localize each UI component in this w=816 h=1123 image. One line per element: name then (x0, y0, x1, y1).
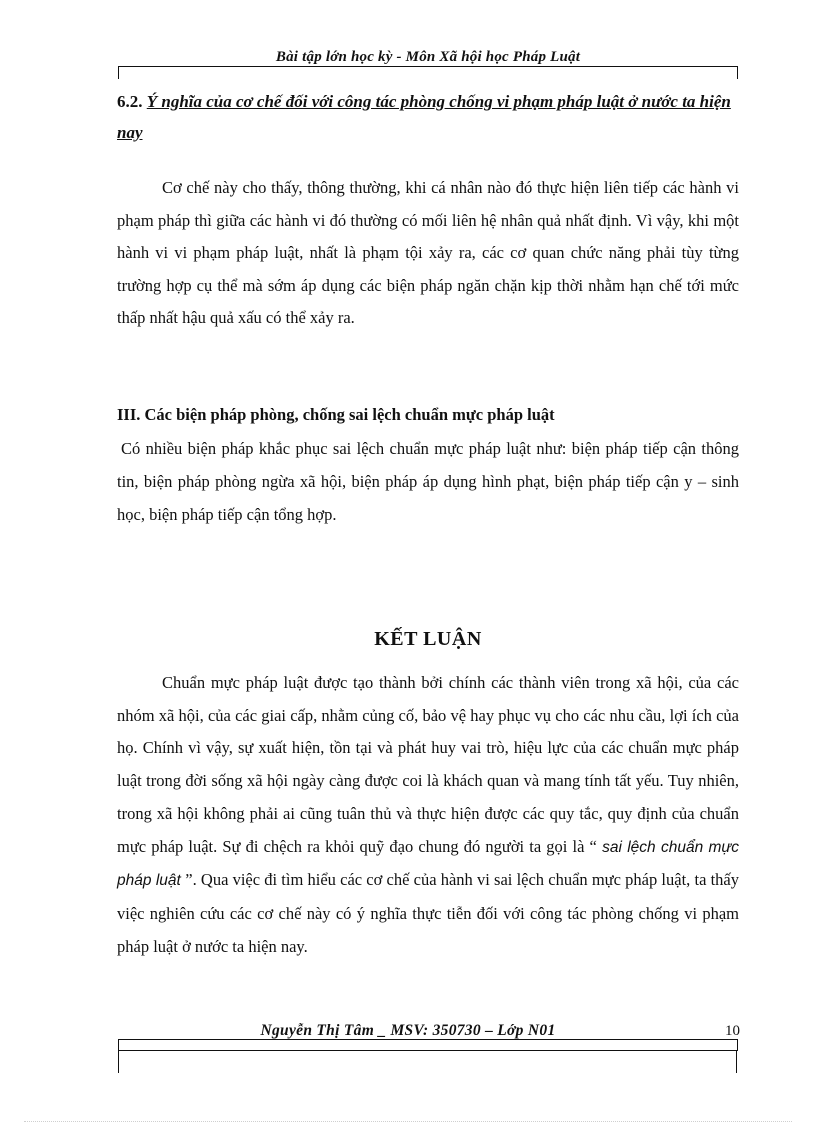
header-title: Bài tập lớn học kỳ - Môn Xã hội học Pháp Luật (275, 49, 581, 65)
page-number: 10 (725, 1023, 740, 1039)
section-6-2-number: 6.2. (117, 92, 143, 111)
conclusion-paragraph (117, 667, 739, 963)
conclusion-emphasis: sai lệch chuẩn mực pháp luật (117, 838, 739, 890)
footer-frame (118, 1039, 738, 1051)
conclusion-text-part2: ”. Qua việc đi tìm hiểu các cơ chế của hành vi sai lệch chuẩn mực pháp luật, ta thấy việc nghiên cứu các cơ chế này có ý nghĩa thực tiễn đối với công tác phòng chống vi phạm pháp luật ở nước ta hiện nay. (117, 870, 740, 956)
page-bottom-edge (24, 1121, 792, 1122)
section-6-2-title: Ý nghĩa của cơ chế đối với công tác phòng chống vi phạm pháp luật ở nước ta hiện nay (117, 92, 731, 142)
section-6-2-heading (117, 86, 741, 148)
conclusion-title: KẾT LUẬN (374, 628, 482, 650)
footer-author: Nguyễn Thị Tâm _ MSV: 350730 – Lớp N01 (260, 1022, 556, 1039)
section-3-paragraph: Có nhiều biện pháp khắc phục sai lệch chuẩn mực pháp luật như: biện pháp tiếp cận thông tin, biện pháp phòng ngừa xã hội, biện pháp áp dụng hình phạt, biện pháp tiếp cận y – sinh học, biện pháp tiếp cận tổng hợp. (117, 439, 739, 524)
header-frame (118, 66, 738, 79)
conclusion-text-part1: Chuẩn mực pháp luật được tạo thành bởi chính các thành viên trong xã hội, của các nhóm xã hội, của các giai cấp, nhằm củng cố, bảo vệ hay phục vụ cho các nhu cầu, lợi ích của họ. Chính vì vậy, sự xuất hiện, tồn tại và phát huy vai trò, hiệu lực của các chuẩn mực pháp luật trong đời sống xã hội ngày càng được coi là khách quan và mang tính tất yếu. Tuy nhiên, trong xã hội không phải ai cũng tuân thủ và thực hiện được các quy tắc, quy định của chuẩn mực pháp luật. Sự đi chệch ra khỏi quỹ đạo chung đó người ta gọi là “ (117, 673, 739, 856)
footer-rule-left (118, 1050, 119, 1073)
section-6-2-paragraph: Cơ chế này cho thấy, thông thường, khi cá nhân nào đó thực hiện liên tiếp các hành vi phạm pháp thì giữa các hành vi đó thường có mối liên hệ nhân quả nhất định. Vì vậy, khi một hành vi vi phạm pháp luật, nhất là phạm tội xảy ra, các cơ quan chức năng phải tùy từng trường hợp cụ thể mà sớm áp dụng các biện pháp ngăn chặn kịp thời nhằm hạn chế tới mức thấp nhất hậu quả xấu có thể xảy ra. (117, 178, 739, 327)
footer-rule-right (736, 1050, 737, 1073)
section-3-heading: III. Các biện pháp phòng, chống sai lệch chuẩn mực pháp luật (117, 405, 555, 424)
